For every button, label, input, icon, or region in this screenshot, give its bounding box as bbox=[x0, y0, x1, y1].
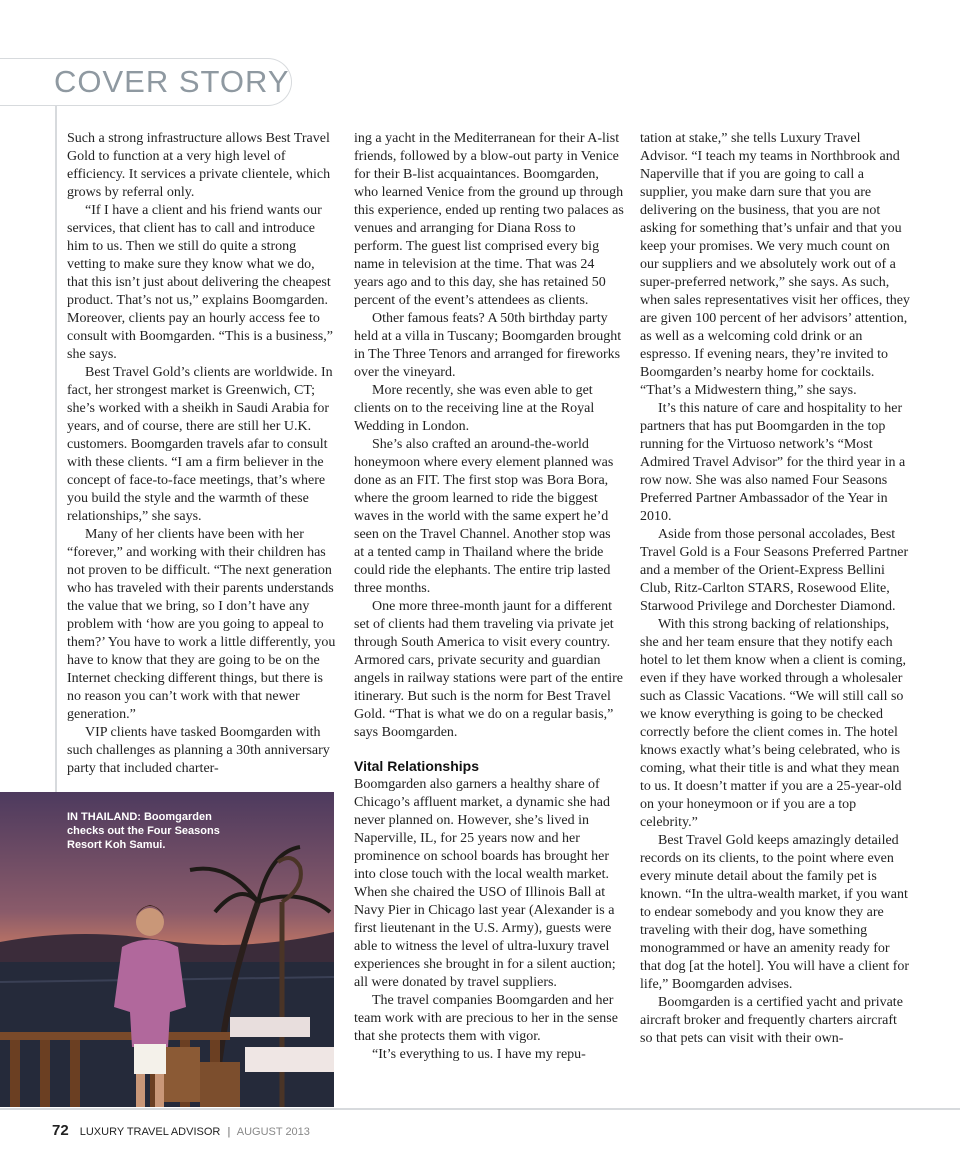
paragraph: “It’s everything to us. I have my repu- bbox=[372, 1047, 586, 1062]
person-leg bbox=[136, 1074, 145, 1107]
article-column-2 bbox=[354, 130, 624, 1064]
left-rule bbox=[55, 106, 57, 794]
page-footer bbox=[52, 1122, 310, 1139]
person-head bbox=[136, 908, 164, 936]
photo-caption: IN THAILAND: Boomgarden checks out the Four Seasons Resort Koh Samui. bbox=[67, 811, 220, 851]
footer-rule bbox=[0, 1108, 960, 1110]
person-leg bbox=[155, 1074, 164, 1107]
paragraph: Such a strong infrastructure allows Best Travel Gold to function at a very high level of efficiency. It services a private clientele, which grows by referral only. bbox=[67, 131, 331, 200]
paragraph: Many of her clients have been with her “forever,” and working with their children has not proven to be difficult. “The next generation who has traveled with their parents understands the value that we bring, so I don’t have any problem with ‘how are you going to appeal to them?’ You have to work a little differently, you have to know that they are going to be on the Internet checking different things, but there is no reason you can’t work with that newer generation.” bbox=[67, 527, 336, 722]
paragraph: Boomgarden is a certified yacht and private aircraft broker and frequently charters aircraft so that pets can visit with their own- bbox=[640, 995, 903, 1046]
page-number: 72 bbox=[52, 1122, 69, 1139]
paragraph: She’s also crafted an around-the-world honeymoon where every element planned was done as an FIT. The first stop was Bora Bora, where the groom learned to ride the biggest waves in the world with the same expert he’d seen on the Travel Channel. Another stop was at a tented camp in Thailand where the bride could ride the elephants. The entire trip lasted three months. bbox=[354, 437, 614, 596]
section-label: COVER STORY bbox=[54, 64, 290, 99]
article-column-1 bbox=[67, 130, 337, 778]
issue-date: AUGUST 2013 bbox=[236, 1126, 310, 1138]
paragraph: Boomgarden also garners a healthy share of Chicago’s affluent market, a dynamic she had never planned on. However, she’s lived in Naperville, IL, for 25 years now and her prominence on school boards has brought her into close touch with the local wealth market. When she chaired the USO of Illinois Ball at Navy Pier in Chicago last year (Alexander is a first lieutenant in the U.S. Army), guests were able to witness the level of ultra-luxury travel experiences she brought in for a silent auction; all were donated by travel suppliers. bbox=[354, 777, 616, 990]
footer-separator: | bbox=[227, 1126, 231, 1138]
paragraph: With this strong backing of relationships, she and her team ensure that they notify each hotel to let them know when a client is coming, even if they have worked through a wholesaler such as Classic Vacations. “We will still call so we know everything is going to be checked correctly before the client comes in. The hotel knows exactly what’s being celebrated, who is coming, what their title is and what they mean to us. It doesn’t matter if you are a 25-year-old on your honeymoon or if you are a top celebrity.” bbox=[640, 617, 906, 830]
paragraph: “If I have a client and his friend wants our services, that client has to call and introduce him to us. Then we still do quite a strong vetting to make sure they know what we do, that this isn’t just about delivering the cheapest product. That’s not us,” explains Boomgarden. Moreover, clients pay an hourly access fee to consult with Boomgarden. “This is a business,” she says. bbox=[67, 203, 333, 362]
paragraph: Best Travel Gold’s clients are worldwide. In fact, her strongest market is Greenwich, CT; she’s worked with a sheikh in Saudi Arabia for years, and of course, there are still her U.K. customers. Boomgarden travels afar to consult with these clients. “I am a firm believer in the concept of face-to-face meetings, that’s where you build the style and the warmth of these relationships,” she says. bbox=[67, 365, 333, 524]
palm-fronds bbox=[190, 847, 330, 912]
article-column-3 bbox=[640, 130, 910, 1048]
publication-name: LUXURY TRAVEL ADVISOR bbox=[79, 1126, 221, 1138]
table-shape bbox=[245, 1047, 334, 1072]
paragraph: ing a yacht in the Mediterranean for their A-list friends, followed by a blow-out party in Venice for their B-list acquaintances. Boomgarden, who learned Venice from the ground up through this experience, ended up renting two palaces as venues and arranging for Diana Ross to perform. The guest list comprised every big name in television at the time. That was 24 years ago and to this day, she has retained 50 percent of the event’s attendees as clients. bbox=[354, 131, 624, 308]
paragraph: Aside from those personal accolades, Best Travel Gold is a Four Seasons Preferred Partner and a member of the Orient-Express Bellini Club, Ritz-Carlton STARS, Rosewood Elite, Starwood Privilege and Dorchester Diamond. bbox=[640, 527, 909, 614]
paragraph: Other famous feats? A 50th birthday party held at a villa in Tuscany; Boomgarden brought in The Three Tenors and arranged for fireworks over the vineyard. bbox=[354, 311, 622, 380]
chair-shape bbox=[200, 1062, 240, 1107]
resort-photo bbox=[0, 792, 334, 1107]
paragraph: It’s this nature of care and hospitality to her partners that has put Boomgarden in the top running for the Virtuoso network’s “Most Admired Travel Advisor” for the third year in a row now. She was also named Four Seasons Preferred Partner Ambassador of the Year in 2010. bbox=[640, 401, 906, 524]
person-pants bbox=[134, 1044, 166, 1074]
table-shape bbox=[230, 1017, 310, 1037]
paragraph: VIP clients have tasked Boomgarden with such challenges as planning a 30th anniversary party that included charter- bbox=[67, 725, 330, 776]
subheading: Vital Relationships bbox=[354, 758, 479, 774]
railing-top bbox=[0, 1032, 230, 1040]
paragraph: The travel companies Boomgarden and her team work with are precious to her in the sense that she protects them with vigor. bbox=[354, 993, 618, 1044]
paragraph: tation at stake,” she tells Luxury Travel Advisor. “I teach my teams in Northbrook and Naperville that if you are going to call a supplier, you make darn sure that you are delivering on the business, that you are not asking for something that’s unfair and that you keep your promises. We very much count on our suppliers and we absolutely work out of a super-preferred network,” she says. As such, when sales representatives visit her offices, they are given 100 percent of her advisors’ attention, as well as a welcoming cold drink or an espresso. If evening nears, they’re invited to Boomgarden’s nearby home for cocktails. “That’s a Midwestern thing,” she says. bbox=[640, 131, 910, 398]
paragraph: Best Travel Gold keeps amazingly detailed records on its clients, to the point where even every minute detail about the family pet is known. “In the ultra-wealth market, if you want to endear somebody and you know they are traveling with their dog, have something monogrammed or have an amenity ready for that dog [at the hotel]. You will have a client for life,” Boomgarden advises. bbox=[640, 833, 910, 992]
paragraph: One more three-month jaunt for a different set of clients had them traveling via private jet through South America to visit every country. Armored cars, private security and guardian angels in railway stations were part of the entire itinerary. But such is the norm for Best Travel Gold. “That is what we do on a regular basis,” says Boomgarden. bbox=[354, 599, 624, 740]
paragraph: More recently, she was even able to get clients on to the receiving line at the Royal Wedding in London. bbox=[354, 383, 595, 434]
